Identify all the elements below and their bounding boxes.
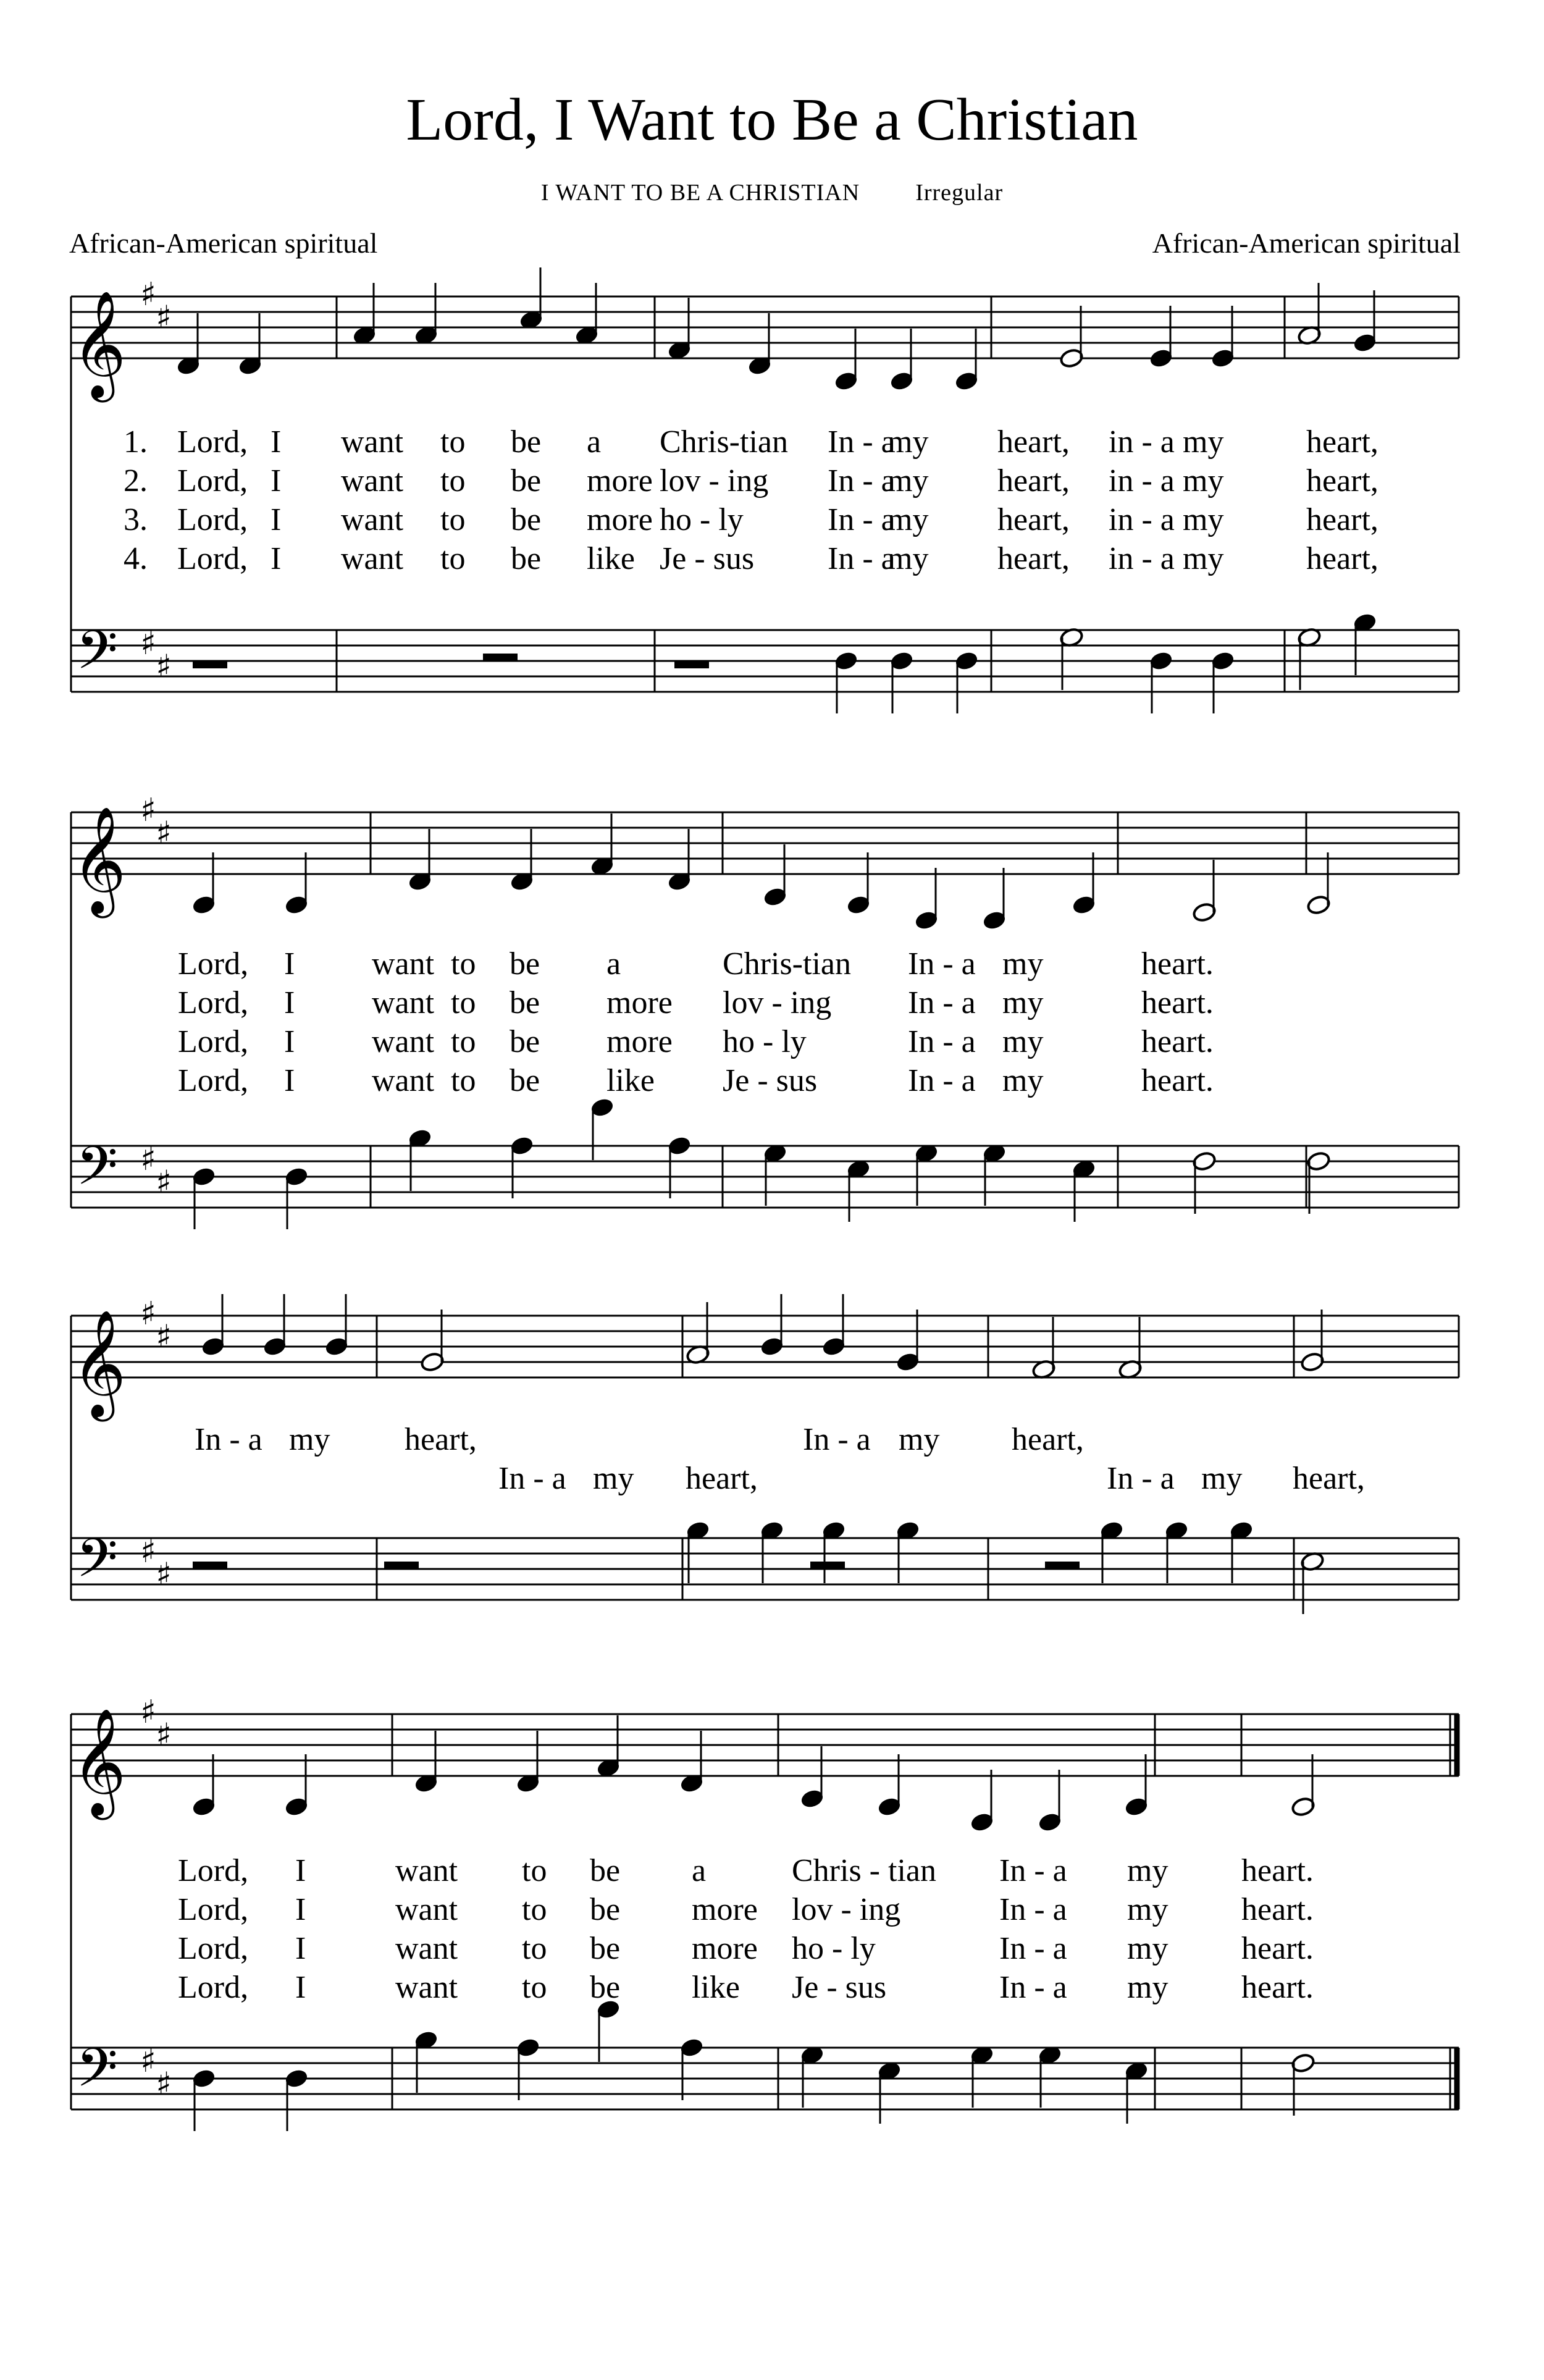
sharp-icon: ♯ <box>156 1556 172 1594</box>
sharp-icon: ♯ <box>156 1318 172 1356</box>
refrain-word: more <box>606 1024 673 1059</box>
final-word: want <box>395 1931 458 1966</box>
verse-1-word: Lord, <box>177 424 248 460</box>
echo-lower-word: In - a <box>1107 1461 1175 1496</box>
refrain-word: lov - ing <box>723 985 832 1020</box>
echo-lower-word: my <box>593 1461 634 1496</box>
final-word: ho - ly <box>792 1931 876 1966</box>
verse-3-word: In - a <box>828 502 896 537</box>
final-word: want <box>395 1892 458 1927</box>
sharp-icon: ♯ <box>140 792 156 829</box>
final-word: my <box>1127 1970 1168 2005</box>
words-credit: African-American spiritual <box>69 227 378 259</box>
echo-upper-word: my <box>289 1422 330 1457</box>
refrain-word: my <box>1002 985 1044 1020</box>
verse-2-word: heart, <box>997 463 1070 498</box>
final-word: In - a <box>999 1931 1067 1966</box>
bass-clef-icon: 𝄢 <box>76 2037 118 2112</box>
final-word: my <box>1127 1853 1168 1888</box>
verse-2-word: my <box>1183 463 1224 498</box>
final-word: a <box>692 1853 707 1888</box>
final-word: be <box>590 1853 621 1888</box>
refrain-word: I <box>284 985 295 1020</box>
final-word: be <box>590 1892 621 1927</box>
sharp-icon: ♯ <box>140 276 156 313</box>
sharp-icon: ♯ <box>156 1164 172 1201</box>
verse-2-word: more <box>587 463 653 498</box>
final-word: Lord, <box>178 1853 249 1888</box>
final-word: I <box>295 1853 306 1888</box>
final-word: I <box>295 1970 306 2005</box>
verse-2-word: In - a <box>828 463 896 498</box>
verse-4-word: heart, <box>1306 541 1378 576</box>
sharp-icon: ♯ <box>140 1694 156 1731</box>
verse-4-word: In - a <box>828 541 896 576</box>
refrain-word: Lord, <box>178 1024 249 1059</box>
final-word: to <box>522 1853 547 1888</box>
refrain-word: to <box>451 1063 476 1098</box>
verse-3-word: Lord, <box>177 502 248 537</box>
verse-1-word: I <box>271 424 282 460</box>
refrain-word: like <box>606 1063 655 1098</box>
echo-upper-word: my <box>899 1422 940 1457</box>
refrain-word: a <box>606 946 621 982</box>
final-word: In - a <box>999 1970 1067 2005</box>
verse-2-word: heart, <box>1306 463 1378 498</box>
verse-1-word: heart, <box>997 424 1070 460</box>
echo-upper-word: In - a <box>195 1422 262 1457</box>
rest-icon <box>810 1562 845 1569</box>
verse-1-word: to <box>440 424 466 460</box>
refrain-word: heart. <box>1141 985 1214 1020</box>
echo-lower-word: my <box>1201 1461 1243 1496</box>
refrain-word: heart. <box>1141 1024 1214 1059</box>
sharp-icon: ♯ <box>140 625 156 662</box>
verse-3-word: to <box>440 502 466 537</box>
verse-1-word: Chris-tian <box>660 424 788 460</box>
final-word: In - a <box>999 1853 1067 1888</box>
verse-4-word: want <box>341 541 404 576</box>
treble-clef-icon: 𝄞 <box>71 806 127 914</box>
verse-4-word: 4. <box>124 541 148 576</box>
verse-2-word: Lord, <box>177 463 248 498</box>
final-word: heart. <box>1241 1970 1314 2005</box>
verse-4-word: my <box>887 541 929 576</box>
verse-2-word: be <box>511 463 542 498</box>
verse-4-word: Je - sus <box>660 541 755 576</box>
final-word: lov - ing <box>792 1892 901 1927</box>
meter: Irregular <box>915 180 1004 206</box>
final-word: more <box>692 1931 758 1966</box>
music-credit: African-American spiritual <box>1152 227 1461 259</box>
refrain-word: my <box>1002 1063 1044 1098</box>
refrain-word: be <box>510 1024 540 1059</box>
final-word: I <box>295 1931 306 1966</box>
sharp-icon: ♯ <box>140 2043 156 2080</box>
echo-lower-word: In - a <box>498 1461 566 1496</box>
echo-upper-word: heart, <box>405 1422 477 1457</box>
refrain-word: want <box>372 985 435 1020</box>
hymn-title: Lord, I Want to Be a Christian <box>406 86 1138 153</box>
rest-icon <box>674 661 709 668</box>
rest-icon <box>193 1562 227 1569</box>
final-word: I <box>295 1892 306 1927</box>
bass-clef-icon: 𝄢 <box>76 619 118 694</box>
refrain-word: heart. <box>1141 946 1214 982</box>
refrain-word: In - a <box>908 985 976 1020</box>
refrain-word: want <box>372 1063 435 1098</box>
verse-3-word: be <box>511 502 542 537</box>
verse-4-word: I <box>271 541 282 576</box>
echo-upper-word: heart, <box>1012 1422 1084 1457</box>
final-word: want <box>395 1853 458 1888</box>
sharp-icon: ♯ <box>156 648 172 686</box>
rest-icon <box>1045 1562 1080 1569</box>
verse-3-word: want <box>341 502 404 537</box>
refrain-word: be <box>510 985 540 1020</box>
verse-2-word: 2. <box>124 463 148 498</box>
verse-4-word: heart, <box>997 541 1070 576</box>
final-word: Je - sus <box>792 1970 887 2005</box>
refrain-word: In - a <box>908 1063 976 1098</box>
verse-2-word: I <box>271 463 282 498</box>
refrain-word: more <box>606 985 673 1020</box>
refrain-word: be <box>510 1063 540 1098</box>
verse-4-word: like <box>587 541 635 576</box>
verse-1-word: want <box>341 424 404 460</box>
refrain-word: Chris-tian <box>723 946 851 982</box>
verse-2-word: lov - ing <box>660 463 769 498</box>
sharp-icon: ♯ <box>156 2066 172 2103</box>
refrain-word: want <box>372 946 435 982</box>
verse-3-word: ho - ly <box>660 502 744 537</box>
refrain-word: I <box>284 1024 295 1059</box>
verse-2-word: my <box>887 463 929 498</box>
refrain-word: In - a <box>908 946 976 982</box>
refrain-word: Lord, <box>178 985 249 1020</box>
sharp-icon: ♯ <box>140 1295 156 1332</box>
verse-3-word: I <box>271 502 282 537</box>
final-word: In - a <box>999 1892 1067 1927</box>
refrain-word: Lord, <box>178 946 249 982</box>
refrain-word: my <box>1002 1024 1044 1059</box>
sharp-icon: ♯ <box>156 815 172 852</box>
refrain-word: heart. <box>1141 1063 1214 1098</box>
verse-4-word: to <box>440 541 466 576</box>
verse-1-word: my <box>887 424 929 460</box>
final-word: be <box>590 1931 621 1966</box>
verse-3-word: heart, <box>997 502 1070 537</box>
echo-lower-word: heart, <box>1293 1461 1365 1496</box>
refrain-word: I <box>284 1063 295 1098</box>
verse-1-word: my <box>1183 424 1224 460</box>
final-word: heart. <box>1241 1931 1314 1966</box>
bass-clef-icon: 𝄢 <box>76 1135 118 1210</box>
verse-2-word: to <box>440 463 466 498</box>
verse-1-word: 1. <box>124 424 148 460</box>
verse-1-word: be <box>511 424 542 460</box>
final-word: heart. <box>1241 1892 1314 1927</box>
final-word: my <box>1127 1892 1168 1927</box>
refrain-word: I <box>284 946 295 982</box>
final-word: more <box>692 1892 758 1927</box>
rest-icon <box>193 661 227 668</box>
verse-4-word: in - a <box>1109 541 1175 576</box>
refrain-word: want <box>372 1024 435 1059</box>
final-word: to <box>522 1970 547 2005</box>
verse-2-word: want <box>341 463 404 498</box>
sharp-icon: ♯ <box>140 1533 156 1570</box>
echo-lower-word: heart, <box>686 1461 758 1496</box>
verse-1-word: a <box>587 424 602 460</box>
verse-4-word: my <box>1183 541 1224 576</box>
verse-3-word: heart, <box>1306 502 1378 537</box>
verse-1-word: In - a <box>828 424 896 460</box>
rest-icon <box>384 1562 419 1569</box>
final-word: like <box>692 1970 740 2005</box>
final-word: Lord, <box>178 1970 249 2005</box>
verse-3-word: my <box>887 502 929 537</box>
verse-3-word: my <box>1183 502 1224 537</box>
refrain-word: Lord, <box>178 1063 249 1098</box>
verse-1-word: heart, <box>1306 424 1378 460</box>
final-word: heart. <box>1241 1853 1314 1888</box>
refrain-word: ho - ly <box>723 1024 807 1059</box>
refrain-word: In - a <box>908 1024 976 1059</box>
verse-3-word: in - a <box>1109 502 1175 537</box>
sharp-icon: ♯ <box>140 1141 156 1178</box>
refrain-word: Je - sus <box>723 1063 818 1098</box>
bass-clef-icon: 𝄢 <box>76 1527 118 1602</box>
refrain-word: to <box>451 1024 476 1059</box>
verse-2-word: in - a <box>1109 463 1175 498</box>
refrain-word: be <box>510 946 540 982</box>
verse-3-word: more <box>587 502 653 537</box>
verse-4-word: Lord, <box>177 541 248 576</box>
verse-4-word: be <box>511 541 542 576</box>
tune-name: I WANT TO BE A CHRISTIAN <box>540 180 860 206</box>
refrain-word: to <box>451 946 476 982</box>
verse-1-word: in - a <box>1109 424 1175 460</box>
final-word: Chris - tian <box>792 1853 936 1888</box>
echo-upper-word: In - a <box>803 1422 871 1457</box>
final-word: be <box>590 1970 621 2005</box>
final-word: Lord, <box>178 1931 249 1966</box>
rest-icon <box>483 654 518 661</box>
final-word: Lord, <box>178 1892 249 1927</box>
final-word: my <box>1127 1931 1168 1966</box>
treble-clef-icon: 𝄞 <box>71 1310 127 1417</box>
refrain-word: my <box>1002 946 1044 982</box>
verse-3-word: 3. <box>124 502 148 537</box>
final-word: to <box>522 1931 547 1966</box>
final-word: want <box>395 1970 458 2005</box>
refrain-word: to <box>451 985 476 1020</box>
treble-clef-icon: 𝄞 <box>71 1708 127 1815</box>
sharp-icon: ♯ <box>156 299 172 337</box>
sharp-icon: ♯ <box>156 1717 172 1754</box>
treble-clef-icon: 𝄞 <box>71 290 127 398</box>
final-word: to <box>522 1892 547 1927</box>
